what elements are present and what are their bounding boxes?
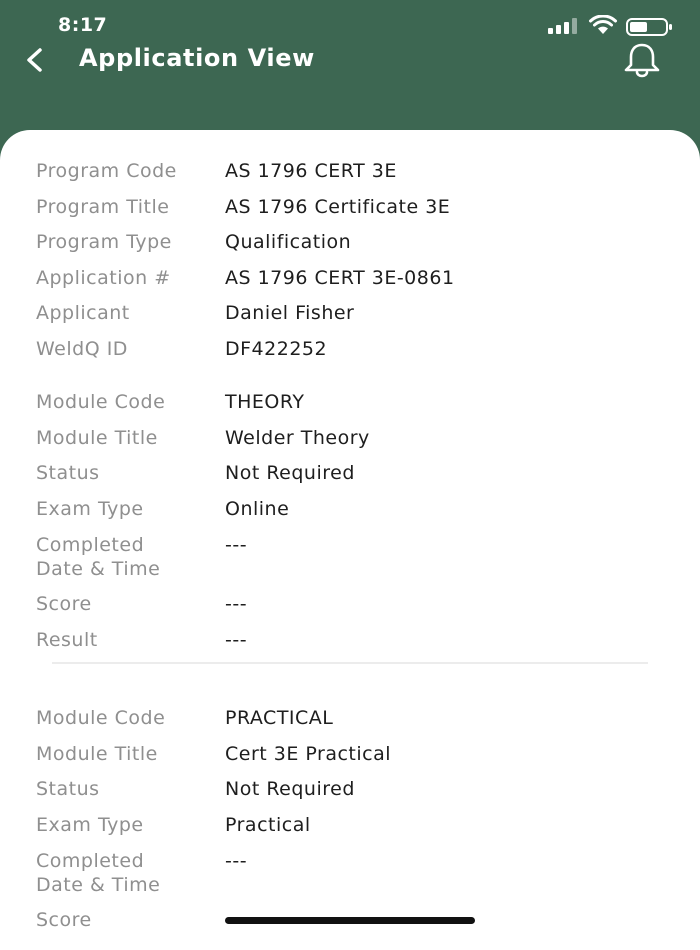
section-divider	[52, 662, 648, 664]
detail-label: Completed Date & Time	[36, 534, 161, 580]
chevron-left-icon	[23, 47, 45, 73]
detail-value: PRACTICAL	[225, 707, 334, 729]
detail-label: Module Title	[36, 427, 158, 449]
detail-value: ---	[225, 593, 248, 615]
detail-value: Daniel Fisher	[225, 302, 355, 324]
detail-label: Status	[36, 462, 100, 484]
detail-value: AS 1796 CERT 3E	[225, 160, 397, 182]
detail-value: Not Required	[225, 778, 355, 800]
notifications-button[interactable]	[620, 40, 664, 80]
detail-value: ---	[225, 629, 248, 651]
detail-label: Exam Type	[36, 498, 144, 520]
detail-value: Online	[225, 498, 290, 520]
detail-label: Program Title	[36, 196, 170, 218]
detail-value: AS 1796 CERT 3E-0861	[225, 267, 455, 289]
detail-label: Module Code	[36, 391, 166, 413]
detail-label: Exam Type	[36, 814, 144, 836]
detail-value: DF422252	[225, 338, 328, 360]
detail-value: Qualification	[225, 231, 352, 253]
detail-value: THEORY	[225, 391, 305, 413]
detail-label: Completed Date & Time	[36, 850, 161, 896]
cellular-signal-icon	[548, 18, 580, 34]
detail-value: Not Required	[225, 462, 355, 484]
detail-value: Practical	[225, 814, 311, 836]
detail-label: Application #	[36, 267, 171, 289]
detail-label: Result	[36, 629, 98, 651]
app-header	[0, 36, 700, 86]
detail-value: ---	[225, 850, 248, 872]
bell-icon	[621, 42, 663, 78]
page-title: Application View	[79, 44, 315, 72]
detail-value: Welder Theory	[225, 427, 370, 449]
application-details-card	[0, 130, 700, 950]
status-time: 8:17	[58, 14, 108, 36]
detail-label: Score	[36, 593, 92, 615]
detail-label: Status	[36, 778, 100, 800]
wifi-icon	[588, 15, 618, 35]
detail-value: ---	[225, 534, 248, 556]
detail-value: Cert 3E Practical	[225, 743, 392, 765]
detail-value: AS 1796 Certificate 3E	[225, 196, 451, 218]
back-button[interactable]	[16, 42, 52, 78]
detail-label: Applicant	[36, 302, 130, 324]
detail-label: Module Code	[36, 707, 166, 729]
detail-label: Score	[36, 909, 92, 931]
detail-label: Program Type	[36, 231, 172, 253]
home-indicator[interactable]	[225, 917, 475, 924]
detail-label: Module Title	[36, 743, 158, 765]
detail-label: WeldQ ID	[36, 338, 128, 360]
battery-icon	[626, 17, 674, 37]
detail-label: Program Code	[36, 160, 177, 182]
